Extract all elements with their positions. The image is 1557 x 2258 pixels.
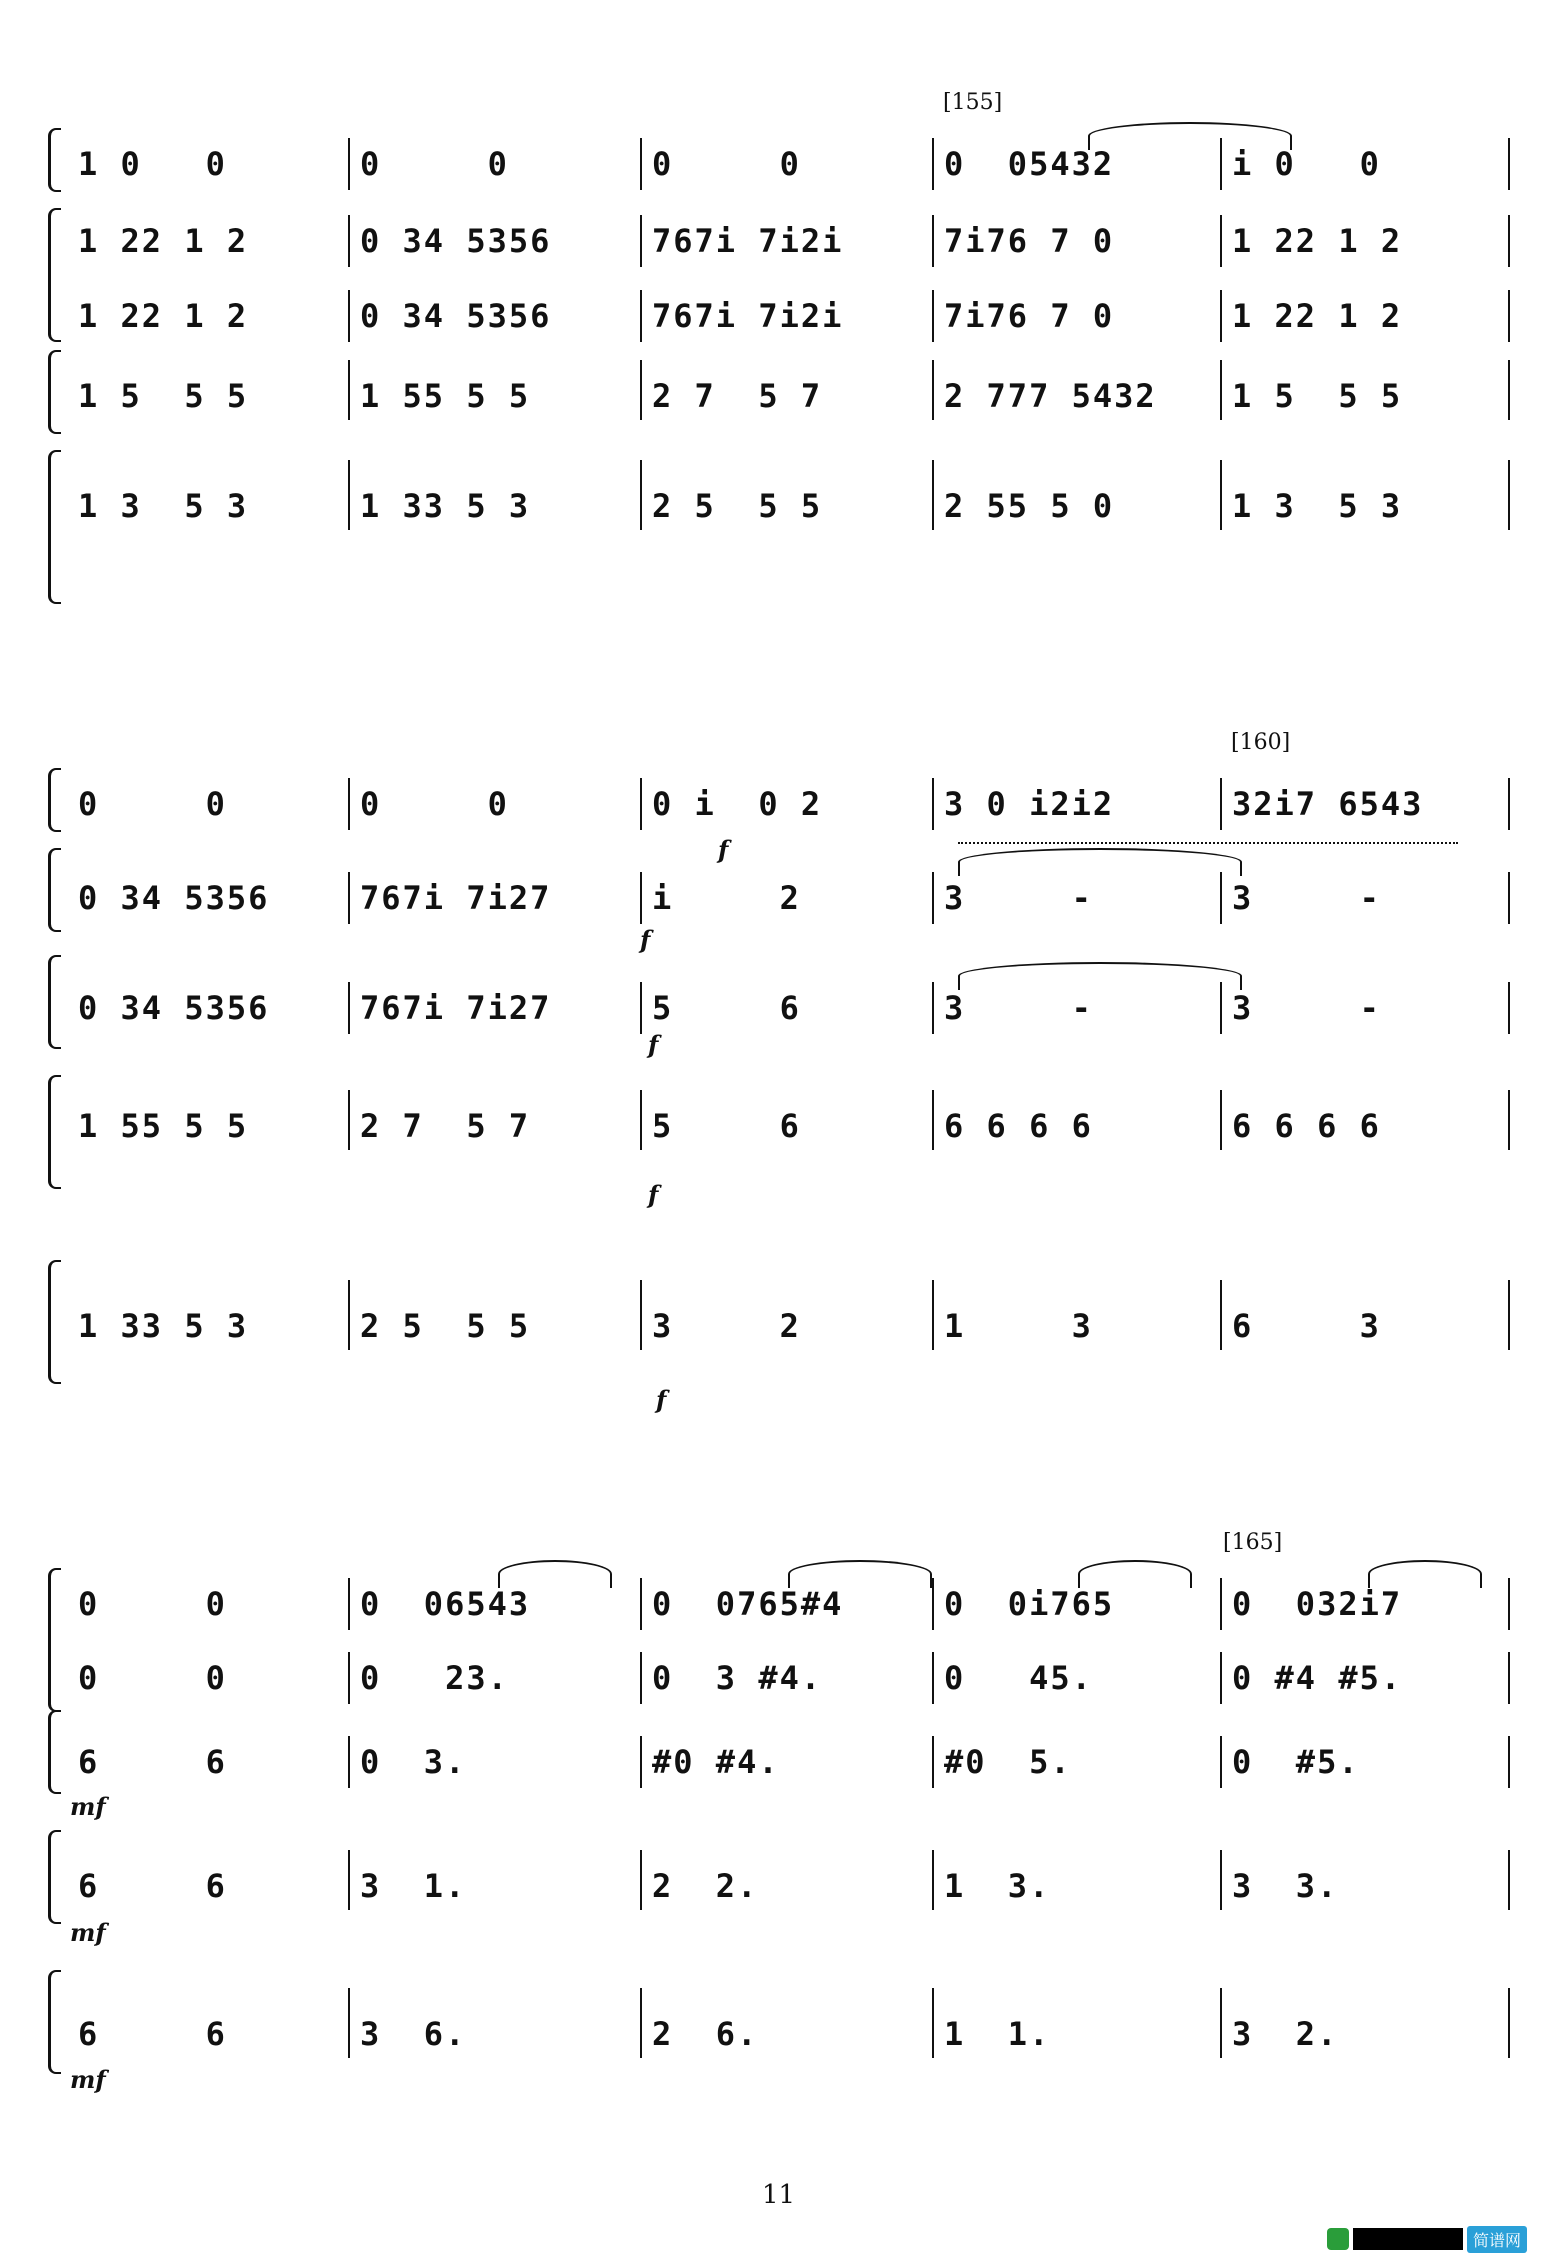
- barline: [1508, 460, 1510, 530]
- measure: 3 0 i2i2: [944, 785, 1115, 823]
- barline: [932, 1652, 934, 1704]
- measure: 767i 7i27: [360, 879, 552, 917]
- measure: 6 6: [78, 1867, 227, 1905]
- barline: [932, 982, 934, 1034]
- barline: [1508, 1988, 1510, 2058]
- site-logo-icon: [1327, 2228, 1349, 2250]
- barline: [1220, 138, 1222, 190]
- measure: 0 34 5356: [360, 222, 552, 260]
- barline: [1508, 778, 1510, 830]
- barline: [348, 872, 350, 924]
- measure: 0 0: [78, 1585, 227, 1623]
- barline: [1220, 1280, 1222, 1350]
- measure: 2 2.: [652, 1867, 759, 1905]
- slur: [498, 1560, 612, 1588]
- slur: [958, 962, 1242, 990]
- measure: 0 0: [652, 145, 801, 183]
- measure: 2 5 5 5: [652, 487, 823, 525]
- measure: 0 3 #4.: [652, 1659, 823, 1697]
- staff-bracket: [48, 768, 61, 832]
- measure: 7i76 7 0: [944, 297, 1115, 335]
- measure: 1 33 5 3: [360, 487, 531, 525]
- measure: 1 3 5 3: [1232, 487, 1403, 525]
- barline: [1508, 215, 1510, 267]
- staff-bracket: [48, 1710, 61, 1794]
- measure: 2 7 5 7: [652, 377, 823, 415]
- barline: [1508, 360, 1510, 420]
- measure: 0 #4 #5.: [1232, 1659, 1403, 1697]
- measure: 1 3 5 3: [78, 487, 249, 525]
- slur: [958, 848, 1242, 876]
- slur: [788, 1560, 932, 1588]
- measure: 6 6: [78, 2015, 227, 2053]
- measure: 0 34 5356: [360, 297, 552, 335]
- barline: [1508, 872, 1510, 924]
- site-name: 简谱网: [1467, 2226, 1527, 2253]
- barline: [640, 1090, 642, 1150]
- barline: [932, 215, 934, 267]
- barline: [348, 982, 350, 1034]
- barline: [1220, 872, 1222, 924]
- barline: [1508, 1850, 1510, 1910]
- measure: 0 0: [78, 785, 227, 823]
- barline: [640, 1280, 642, 1350]
- measure: 3 6.: [360, 2015, 467, 2053]
- measure: 0 0: [360, 145, 509, 183]
- staff-bracket: [48, 1075, 61, 1189]
- measure: 1 22 1 2: [78, 222, 249, 260]
- measure: 1 33 5 3: [78, 1307, 249, 1345]
- staff-bracket: [48, 955, 61, 1049]
- rehearsal-marker-155: [155]: [943, 90, 1003, 115]
- barline: [348, 1578, 350, 1630]
- staff-bracket: [48, 1568, 61, 1712]
- measure: 7i76 7 0: [944, 222, 1115, 260]
- measure: 1 0 0: [78, 145, 227, 183]
- measure: #0 5.: [944, 1743, 1072, 1781]
- barline: [348, 778, 350, 830]
- barline: [1508, 138, 1510, 190]
- barline: [348, 138, 350, 190]
- measure: 0 0: [360, 785, 509, 823]
- barline: [932, 872, 934, 924]
- measure: 3 2: [652, 1307, 801, 1345]
- measure: 0 #5.: [1232, 1743, 1360, 1781]
- dynamic-marking: mf: [70, 1918, 106, 1947]
- system-2: [48, 730, 1518, 1430]
- slur: [1368, 1560, 1482, 1588]
- barline: [1220, 778, 1222, 830]
- barline: [348, 1090, 350, 1150]
- measure: 6 6 6 6: [944, 1107, 1093, 1145]
- staff-bracket: [48, 1970, 61, 2074]
- barline: [1508, 1736, 1510, 1788]
- barline: [640, 1652, 642, 1704]
- measure: 3 -: [944, 989, 1093, 1027]
- barline: [1508, 290, 1510, 342]
- measure: 0 23.: [360, 1659, 509, 1697]
- measure: 0 032i7: [1232, 1585, 1403, 1623]
- barline: [640, 138, 642, 190]
- measure: #0 #4.: [652, 1743, 780, 1781]
- measure: 3 -: [1232, 879, 1381, 917]
- measure: 767i 7i2i: [652, 297, 844, 335]
- dynamic-marking: mf: [70, 1792, 106, 1821]
- barline: [1508, 982, 1510, 1034]
- dynamic-marking: f: [648, 1180, 659, 1209]
- staff-bracket: [48, 1260, 61, 1384]
- measure: 0 3.: [360, 1743, 467, 1781]
- measure: 3 1.: [360, 1867, 467, 1905]
- barline: [1508, 1578, 1510, 1630]
- measure: 3 3.: [1232, 1867, 1339, 1905]
- barline: [640, 215, 642, 267]
- measure: i 2: [652, 879, 801, 917]
- barline: [640, 1578, 642, 1630]
- barline: [640, 872, 642, 924]
- measure: 2 55 5 0: [944, 487, 1115, 525]
- measure: 1 55 5 5: [78, 1107, 249, 1145]
- page-number: 11: [761, 2180, 796, 2210]
- measure: 0 06543: [360, 1585, 531, 1623]
- barline: [348, 1652, 350, 1704]
- barline: [348, 1736, 350, 1788]
- barline: [640, 778, 642, 830]
- dynamic-marking: f: [656, 1385, 667, 1414]
- barline: [932, 460, 934, 530]
- measure: 5 6: [652, 1107, 801, 1145]
- barline: [640, 360, 642, 420]
- barline: [1220, 1578, 1222, 1630]
- barline: [1220, 360, 1222, 420]
- barline: [1220, 460, 1222, 530]
- dynamic-marking: mf: [70, 2065, 106, 2094]
- barline: [932, 1988, 934, 2058]
- measure: 2 6.: [652, 2015, 759, 2053]
- measure: 0 34 5356: [78, 989, 270, 1027]
- barline: [1220, 1850, 1222, 1910]
- measure: 767i 7i27: [360, 989, 552, 1027]
- measure: 1 55 5 5: [360, 377, 531, 415]
- measure: 1 5 5 5: [78, 377, 249, 415]
- barline: [1220, 1988, 1222, 2058]
- staff-bracket: [48, 450, 61, 604]
- measure: 2 7 5 7: [360, 1107, 531, 1145]
- system-1: [48, 90, 1518, 610]
- staff-bracket: [48, 350, 61, 434]
- measure: 2 5 5 5: [360, 1307, 531, 1345]
- barline: [932, 1578, 934, 1630]
- staff-bracket: [48, 208, 61, 342]
- barline: [640, 290, 642, 342]
- measure: 0 0i765: [944, 1585, 1115, 1623]
- barline: [1220, 982, 1222, 1034]
- barline: [932, 778, 934, 830]
- barline: [1220, 1652, 1222, 1704]
- barline: [1508, 1652, 1510, 1704]
- rehearsal-marker-165: [165]: [1223, 1530, 1283, 1555]
- barline: [932, 138, 934, 190]
- barline: [348, 1850, 350, 1910]
- site-watermark: [1327, 2226, 1527, 2252]
- measure: 0 0765#4: [652, 1585, 844, 1623]
- barline: [1508, 1090, 1510, 1150]
- dynamic-marking: f: [718, 835, 729, 864]
- measure: 3 2.: [1232, 2015, 1339, 2053]
- measure: 6 6: [78, 1743, 227, 1781]
- measure: 3 -: [1232, 989, 1381, 1027]
- barline: [932, 360, 934, 420]
- dynamic-marking: f: [648, 1030, 659, 1059]
- barline: [932, 1850, 934, 1910]
- barline: [348, 1988, 350, 2058]
- measure: 1 3.: [944, 1867, 1051, 1905]
- measure: 1 3: [944, 1307, 1093, 1345]
- barline: [932, 290, 934, 342]
- barline: [1220, 1736, 1222, 1788]
- barline: [1508, 1280, 1510, 1350]
- measure: 32i7 6543: [1232, 785, 1424, 823]
- measure: i 0 0: [1232, 145, 1381, 183]
- barline: [1220, 1090, 1222, 1150]
- barline: [640, 1736, 642, 1788]
- measure: 0 0: [78, 1659, 227, 1697]
- measure: 2 777 5432: [944, 377, 1157, 415]
- measure: 0 45.: [944, 1659, 1093, 1697]
- barline: [640, 982, 642, 1034]
- staff-bracket: [48, 1830, 61, 1924]
- barline: [348, 290, 350, 342]
- staff-bracket: [48, 848, 61, 932]
- barline: [1220, 290, 1222, 342]
- measure: 6 3: [1232, 1307, 1381, 1345]
- measure: 1 22 1 2: [1232, 222, 1403, 260]
- barline: [932, 1090, 934, 1150]
- slur: [1078, 1560, 1192, 1588]
- barline: [932, 1736, 934, 1788]
- dynamic-marking: f: [640, 925, 651, 954]
- barline: [640, 460, 642, 530]
- barline: [348, 360, 350, 420]
- barline: [1220, 215, 1222, 267]
- redacted-bar: [1353, 2228, 1463, 2250]
- barline: [932, 1280, 934, 1350]
- barline: [348, 215, 350, 267]
- barline: [640, 1988, 642, 2058]
- measure: 1 5 5 5: [1232, 377, 1403, 415]
- measure: 0 05432: [944, 145, 1115, 183]
- measure: 1 22 1 2: [1232, 297, 1403, 335]
- measure: 1 22 1 2: [78, 297, 249, 335]
- measure: 1 1.: [944, 2015, 1051, 2053]
- barline: [348, 460, 350, 530]
- measure: 767i 7i2i: [652, 222, 844, 260]
- measure: 3 -: [944, 879, 1093, 917]
- measure: 6 6 6 6: [1232, 1107, 1381, 1145]
- measure: 5 6: [652, 989, 801, 1027]
- system-3: [48, 1530, 1518, 2130]
- measure: 0 34 5356: [78, 879, 270, 917]
- rehearsal-marker-160: [160]: [1231, 730, 1291, 755]
- barline: [348, 1280, 350, 1350]
- barline: [640, 1850, 642, 1910]
- measure: 0 i 0 2: [652, 785, 823, 823]
- staff-bracket: [48, 128, 61, 192]
